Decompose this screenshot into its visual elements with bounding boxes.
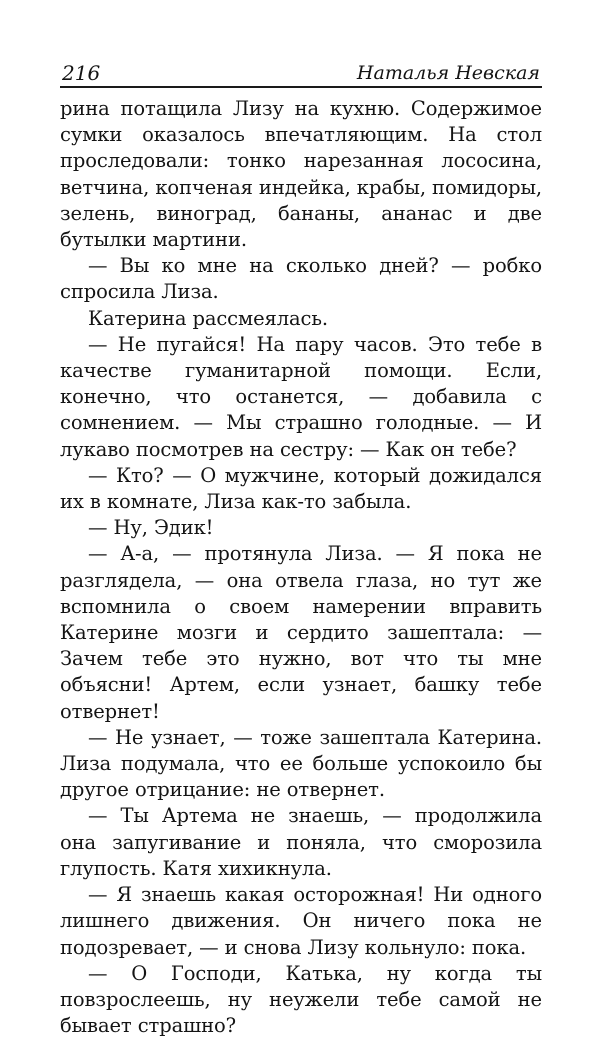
paragraph: — О Господи, Катька, ну когда ты повзрослеешь, ну неужели тебе самой не бывает страшно? — [60, 961, 542, 1038]
book-page — [60, 62, 542, 1039]
paragraph: Катерина рассмеялась. — [88, 306, 328, 330]
page-number: 216 — [62, 61, 101, 85]
paragraph: — Ну, Эдик! — [88, 516, 214, 540]
running-title: Наталья Невская — [356, 62, 540, 84]
paragraph: — Вы ко мне на сколько дней? — робко спросила Лиза. — [60, 254, 542, 304]
paragraph: — А-а, — протянула Лиза. — Я пока не разглядела, — она отвела глаза, но тут же вспомнила о своем намерении вправить Катерине мозги и сердито зашептала: — Зачем тебе это нужно, вот что ты мне объясни! Артем, если узнает, башку тебе отвернет! — [60, 542, 542, 723]
paragraph: — Не пугайся! На пару часов. Это тебе в качестве гуманитарной помощи. Если, конечно, что останется, — добавила с сомнением. — Мы страшно голодные. — И лукаво посмотрев на сестру: — Как он тебе? — [60, 332, 542, 461]
paragraph: — Я знаешь какая осторожная! Ни одного лишнего движения. Он ничего пока не подозревает, — и снова Лизу кольнуло: пока. — [60, 883, 542, 959]
body-text — [60, 96, 542, 1039]
page-header — [60, 62, 542, 88]
paragraph: — Не узнает, — тоже зашептала Катерина. Лиза подумала, что ее больше успокоило бы другое отрицание: не отвернет. — [60, 725, 542, 802]
paragraph: — Ты Артема не знаешь, — продолжила она запугивание и поняла, что сморозила глупость. Катя хихикнула. — [60, 804, 542, 880]
paragraph: — Кто? — О мужчине, который дожидался их в комнате, Лиза как-то забыла. — [60, 463, 542, 514]
paragraph: рина потащила Лизу на кухню. Содержимое сумки оказалось впечатляющим. На стол проследовали: тонко нарезанная лососина, ветчина, копченая индейка, крабы, помидоры, зелень, виноград, бананы, ананас и две бутылки мартини. — [60, 97, 542, 252]
